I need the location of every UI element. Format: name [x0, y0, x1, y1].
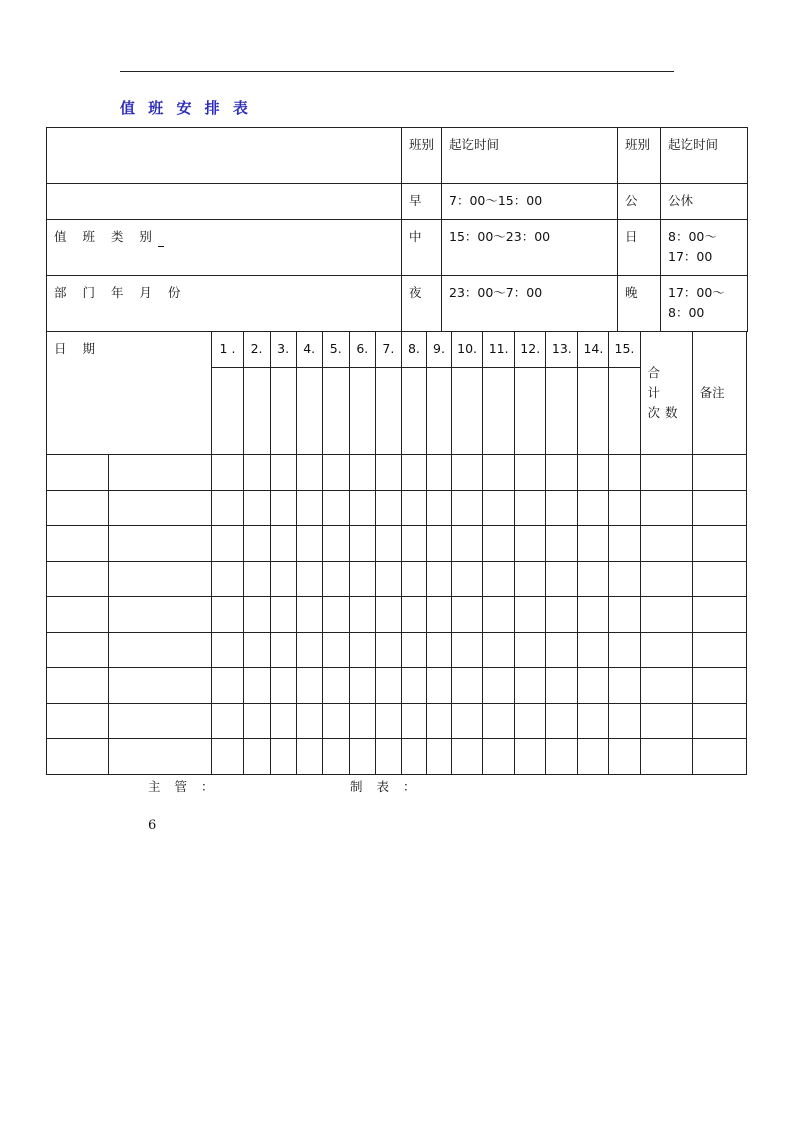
day-cell[interactable] — [322, 490, 349, 526]
shift-times-table — [46, 127, 748, 332]
day-cell[interactable] — [375, 561, 401, 597]
day-cell[interactable] — [212, 455, 243, 491]
day-cell[interactable] — [426, 368, 451, 455]
day-cell[interactable] — [515, 455, 546, 491]
day-cell[interactable] — [515, 597, 546, 633]
day-cell[interactable] — [212, 703, 243, 739]
shift-time: 7：00～15：00 — [442, 184, 618, 220]
day-cell[interactable] — [515, 632, 546, 668]
shift-header-1: 班别 — [402, 128, 442, 184]
shift-name: 中 — [402, 220, 442, 276]
day-cell[interactable] — [578, 526, 609, 562]
day-cell[interactable] — [270, 526, 296, 562]
staff-no-cell[interactable] — [47, 597, 109, 633]
shift-time: 公休 — [661, 184, 748, 220]
day-cell[interactable] — [426, 455, 451, 491]
day-cell[interactable] — [349, 632, 375, 668]
day-cell[interactable] — [483, 561, 515, 597]
day-cell[interactable] — [375, 368, 401, 455]
day-header: 1 . — [212, 332, 243, 368]
staff-no-cell[interactable] — [47, 632, 109, 668]
day-cell[interactable] — [609, 526, 640, 562]
day-cell[interactable] — [452, 368, 483, 455]
staff-name-cell[interactable] — [109, 597, 212, 633]
day-cell[interactable] — [296, 490, 322, 526]
day-cell[interactable] — [401, 668, 426, 704]
day-cell[interactable] — [546, 368, 578, 455]
day-cell[interactable] — [322, 561, 349, 597]
table-row — [47, 597, 747, 633]
staff-no-cell[interactable] — [47, 490, 109, 526]
day-header: 5. — [322, 332, 349, 368]
day-cell[interactable] — [609, 739, 640, 775]
day-header: 15. — [609, 332, 640, 368]
day-cell[interactable] — [426, 561, 451, 597]
table-row — [47, 561, 747, 597]
day-cell[interactable] — [426, 490, 451, 526]
day-cell[interactable] — [270, 490, 296, 526]
day-header: 2. — [243, 332, 270, 368]
day-cell[interactable] — [322, 526, 349, 562]
day-cell[interactable] — [375, 526, 401, 562]
total-cell[interactable] — [640, 668, 692, 704]
day-cell[interactable] — [375, 632, 401, 668]
day-cell[interactable] — [296, 703, 322, 739]
day-cell[interactable] — [483, 526, 515, 562]
remarks-header: 备注 — [692, 332, 746, 455]
day-cell[interactable] — [483, 490, 515, 526]
shift-header-2: 班别 — [618, 128, 661, 184]
day-cell[interactable] — [375, 490, 401, 526]
table-row — [47, 668, 747, 704]
day-cell[interactable] — [296, 455, 322, 491]
shift-name: 早 — [402, 184, 442, 220]
day-cell[interactable] — [515, 561, 546, 597]
day-cell[interactable] — [243, 703, 270, 739]
day-cell[interactable] — [609, 368, 640, 455]
day-cell[interactable] — [296, 561, 322, 597]
staff-no-cell[interactable] — [47, 668, 109, 704]
remarks-cell[interactable] — [692, 561, 746, 597]
day-cell[interactable] — [609, 455, 640, 491]
day-header: 14. — [578, 332, 609, 368]
day-cell[interactable] — [270, 739, 296, 775]
day-header: 10. — [452, 332, 483, 368]
day-cell[interactable] — [349, 526, 375, 562]
total-count-header: 合 计 次数 — [640, 332, 692, 455]
day-header: 3. — [270, 332, 296, 368]
day-cell[interactable] — [401, 597, 426, 633]
page-number: 6 — [148, 818, 157, 833]
shift-name: 晚 — [618, 276, 661, 332]
day-cell[interactable] — [426, 597, 451, 633]
time-header-1: 起讫时间 — [442, 128, 618, 184]
day-cell[interactable] — [375, 739, 401, 775]
day-cell[interactable] — [401, 490, 426, 526]
day-cell[interactable] — [349, 739, 375, 775]
day-cell[interactable] — [270, 632, 296, 668]
table-row — [47, 739, 747, 775]
day-cell[interactable] — [452, 561, 483, 597]
total-cell[interactable] — [640, 490, 692, 526]
day-cell[interactable] — [375, 597, 401, 633]
day-cell[interactable] — [609, 668, 640, 704]
day-cell[interactable] — [401, 368, 426, 455]
remarks-cell[interactable] — [692, 455, 746, 491]
day-cell[interactable] — [296, 668, 322, 704]
day-cell[interactable] — [483, 703, 515, 739]
day-cell[interactable] — [322, 739, 349, 775]
day-header: 13. — [546, 332, 578, 368]
day-cell[interactable] — [270, 561, 296, 597]
day-cell[interactable] — [546, 739, 578, 775]
day-cell[interactable] — [578, 455, 609, 491]
day-cell[interactable] — [452, 739, 483, 775]
staff-no-cell[interactable] — [47, 455, 109, 491]
day-cell[interactable] — [483, 455, 515, 491]
table-row — [47, 455, 747, 491]
duty-type-blank — [158, 232, 164, 247]
staff-no-cell[interactable] — [47, 703, 109, 739]
day-cell[interactable] — [349, 561, 375, 597]
day-header: 12. — [515, 332, 546, 368]
day-cell[interactable] — [212, 526, 243, 562]
day-cell[interactable] — [401, 739, 426, 775]
day-cell[interactable] — [515, 703, 546, 739]
blank-cell — [47, 184, 402, 220]
total-cell[interactable] — [640, 526, 692, 562]
day-cell[interactable] — [578, 668, 609, 704]
staff-name-cell[interactable] — [109, 455, 212, 491]
time-header-2: 起讫时间 — [661, 128, 748, 184]
day-cell[interactable] — [546, 455, 578, 491]
staff-name-cell[interactable] — [109, 668, 212, 704]
day-cell[interactable] — [546, 703, 578, 739]
day-cell[interactable] — [322, 632, 349, 668]
top-rule — [120, 71, 674, 72]
day-cell[interactable] — [426, 703, 451, 739]
day-cell[interactable] — [546, 490, 578, 526]
dept-month-label: 部 门 年 月 份 — [47, 276, 402, 332]
document-title: 值 班 安 排 表 — [120, 99, 252, 117]
day-cell[interactable] — [349, 597, 375, 633]
day-cell[interactable] — [483, 668, 515, 704]
day-cell[interactable] — [243, 739, 270, 775]
day-cell[interactable] — [483, 597, 515, 633]
supervisor-signature: 主 管 ： — [148, 779, 219, 794]
day-cell[interactable] — [515, 490, 546, 526]
shift-name: 公 — [618, 184, 661, 220]
day-header: 4. — [296, 332, 322, 368]
blank-cell — [47, 128, 402, 184]
duty-type-field[interactable] — [47, 220, 402, 276]
day-cell[interactable] — [546, 526, 578, 562]
schedule-grid — [46, 331, 747, 775]
day-cell[interactable] — [546, 597, 578, 633]
day-cell[interactable] — [401, 703, 426, 739]
day-cell[interactable] — [212, 561, 243, 597]
day-cell[interactable] — [546, 668, 578, 704]
day-cell[interactable] — [426, 739, 451, 775]
day-cell[interactable] — [452, 490, 483, 526]
day-cell[interactable] — [375, 703, 401, 739]
remarks-cell[interactable] — [692, 490, 746, 526]
day-cell[interactable] — [515, 668, 546, 704]
day-cell[interactable] — [212, 632, 243, 668]
staff-name-cell[interactable] — [109, 490, 212, 526]
day-cell[interactable] — [212, 490, 243, 526]
day-cell[interactable] — [270, 455, 296, 491]
day-cell[interactable] — [375, 455, 401, 491]
shift-time: 23：00～7：00 — [442, 276, 618, 332]
remarks-cell[interactable] — [692, 668, 746, 704]
day-cell[interactable] — [609, 632, 640, 668]
day-cell[interactable] — [243, 561, 270, 597]
day-cell[interactable] — [243, 526, 270, 562]
day-cell[interactable] — [243, 597, 270, 633]
staff-no-cell[interactable] — [47, 561, 109, 597]
day-cell[interactable] — [401, 632, 426, 668]
table-row — [47, 526, 747, 562]
day-cell[interactable] — [401, 455, 426, 491]
day-cell[interactable] — [609, 561, 640, 597]
day-cell[interactable] — [515, 739, 546, 775]
day-cell[interactable] — [243, 455, 270, 491]
day-cell[interactable] — [243, 490, 270, 526]
day-cell[interactable] — [243, 668, 270, 704]
shift-time: 15：00～23：00 — [442, 220, 618, 276]
day-cell[interactable] — [609, 703, 640, 739]
total-cell[interactable] — [640, 739, 692, 775]
total-cell[interactable] — [640, 561, 692, 597]
day-cell[interactable] — [515, 526, 546, 562]
day-cell[interactable] — [296, 368, 322, 455]
day-cell[interactable] — [296, 632, 322, 668]
table-row — [47, 632, 747, 668]
day-cell[interactable] — [483, 739, 515, 775]
shift-name: 日 — [618, 220, 661, 276]
total-cell[interactable] — [640, 632, 692, 668]
remarks-cell[interactable] — [692, 703, 746, 739]
staff-name-cell[interactable] — [109, 526, 212, 562]
day-cell[interactable] — [270, 597, 296, 633]
day-cell[interactable] — [452, 668, 483, 704]
day-cell[interactable] — [578, 368, 609, 455]
day-cell[interactable] — [483, 368, 515, 455]
day-cell[interactable] — [243, 632, 270, 668]
staff-no-cell[interactable] — [47, 739, 109, 775]
day-cell[interactable] — [212, 597, 243, 633]
day-cell[interactable] — [296, 526, 322, 562]
prepared-by-signature: 制 表 ： — [350, 779, 421, 794]
date-label: 日 期 — [47, 332, 212, 455]
day-cell[interactable] — [296, 739, 322, 775]
day-cell[interactable] — [322, 597, 349, 633]
remarks-cell[interactable] — [692, 597, 746, 633]
day-cell[interactable] — [243, 368, 270, 455]
day-cell[interactable] — [322, 668, 349, 704]
shift-time: 8：00～17：00 — [661, 220, 748, 276]
day-header: 8. — [401, 332, 426, 368]
day-cell[interactable] — [401, 526, 426, 562]
day-cell[interactable] — [609, 490, 640, 526]
day-cell[interactable] — [546, 632, 578, 668]
day-cell[interactable] — [270, 368, 296, 455]
day-cell[interactable] — [270, 703, 296, 739]
day-cell[interactable] — [609, 597, 640, 633]
total-cell[interactable] — [640, 703, 692, 739]
day-header: 6. — [349, 332, 375, 368]
day-cell[interactable] — [426, 632, 451, 668]
day-cell[interactable] — [212, 368, 243, 455]
day-cell[interactable] — [452, 526, 483, 562]
day-cell[interactable] — [578, 739, 609, 775]
day-cell[interactable] — [349, 368, 375, 455]
day-cell[interactable] — [578, 490, 609, 526]
day-cell[interactable] — [452, 597, 483, 633]
day-cell[interactable] — [212, 668, 243, 704]
day-cell[interactable] — [349, 455, 375, 491]
day-cell[interactable] — [296, 597, 322, 633]
day-cell[interactable] — [578, 561, 609, 597]
table-row — [47, 703, 747, 739]
day-header: 11. — [483, 332, 515, 368]
day-cell[interactable] — [349, 668, 375, 704]
day-cell[interactable] — [375, 668, 401, 704]
shift-name: 夜 — [402, 276, 442, 332]
day-cell[interactable] — [546, 561, 578, 597]
day-cell[interactable] — [578, 703, 609, 739]
shift-time: 17：00～8：00 — [661, 276, 748, 332]
day-header: 9. — [426, 332, 451, 368]
day-cell[interactable] — [349, 703, 375, 739]
day-cell[interactable] — [578, 632, 609, 668]
staff-name-cell[interactable] — [109, 561, 212, 597]
day-cell[interactable] — [452, 455, 483, 491]
staff-name-cell[interactable] — [109, 632, 212, 668]
remarks-cell[interactable] — [692, 739, 746, 775]
day-cell[interactable] — [401, 561, 426, 597]
day-cell[interactable] — [322, 703, 349, 739]
total-cell[interactable] — [640, 455, 692, 491]
remarks-cell[interactable] — [692, 632, 746, 668]
duty-type-label: 值 班 类 别 — [54, 229, 158, 244]
day-cell[interactable] — [349, 490, 375, 526]
staff-name-cell[interactable] — [109, 703, 212, 739]
day-cell[interactable] — [515, 368, 546, 455]
staff-no-cell[interactable] — [47, 526, 109, 562]
day-header: 7. — [375, 332, 401, 368]
day-cell[interactable] — [322, 455, 349, 491]
day-cell[interactable] — [426, 668, 451, 704]
day-cell[interactable] — [212, 739, 243, 775]
day-cell[interactable] — [322, 368, 349, 455]
day-cell[interactable] — [452, 632, 483, 668]
day-cell[interactable] — [578, 597, 609, 633]
day-cell[interactable] — [452, 703, 483, 739]
total-cell[interactable] — [640, 597, 692, 633]
remarks-cell[interactable] — [692, 526, 746, 562]
day-cell[interactable] — [426, 526, 451, 562]
day-cell[interactable] — [483, 632, 515, 668]
staff-name-cell[interactable] — [109, 739, 212, 775]
day-cell[interactable] — [270, 668, 296, 704]
table-row — [47, 490, 747, 526]
